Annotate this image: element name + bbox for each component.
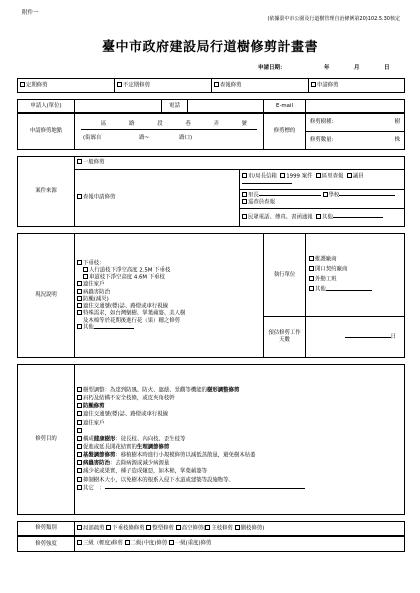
purpose-item <box>77 420 402 427</box>
category-main-label: 主枝修剪 <box>211 525 233 532</box>
apply-date <box>258 65 390 72</box>
category-local-label: 局部疏剪 <box>83 525 105 532</box>
category-row <box>17 521 405 536</box>
purpose-list <box>75 365 405 515</box>
purpose-item <box>77 485 402 492</box>
intensity-light-checkbox[interactable] <box>77 540 82 545</box>
days-label: 預估修剪工作天數 <box>264 317 306 358</box>
purpose-item <box>77 452 402 459</box>
exec-unit-label: 執行單位 <box>264 234 306 317</box>
species-unit: 樹 <box>394 119 400 126</box>
count-field[interactable] <box>306 132 404 149</box>
blocks-signs-checkbox[interactable] <box>77 303 82 308</box>
purpose-checkbox[interactable] <box>77 460 82 465</box>
application-label: 申請修剪 <box>317 82 339 89</box>
category-drooping-checkbox[interactable] <box>106 525 111 530</box>
category-items: 局部疏剪 下垂枝條修剪 整型修剪 高空修剪( 主枝修剪 側枝修剪) <box>75 522 405 536</box>
intensity-medium-label: 二級(中度)修剪 <box>130 540 168 547</box>
email-label: E-mail <box>264 100 306 113</box>
purpose-item-bold: 防颱修剪 <box>83 403 105 410</box>
purpose-section <box>17 364 405 515</box>
phone-field[interactable] <box>188 100 264 113</box>
purpose-checkbox[interactable] <box>77 468 82 473</box>
other-source-checkbox[interactable] <box>316 214 321 219</box>
apply-date-label: 申請日期： <box>258 65 286 71</box>
road-clearance-checkbox[interactable] <box>83 274 88 279</box>
category-label: 修剪類別 <box>18 522 75 536</box>
target-cell <box>306 114 405 150</box>
sidewalk-clearance-checkbox[interactable] <box>83 267 88 272</box>
district-report-checkbox[interactable] <box>316 173 321 178</box>
purpose-item <box>77 460 402 467</box>
loc-block-suffix: 路口) <box>179 135 193 141</box>
purpose-item-text: 肩朽及結構不安全枝條，或皮夾角枝幹 <box>83 395 175 402</box>
loc-block-prefix: (街廓自 <box>83 135 102 141</box>
purpose-item <box>77 428 402 435</box>
patrol-label: 巡查員查報 <box>248 199 275 206</box>
other-status-label: 其他 <box>83 324 94 331</box>
intensity-label: 修剪強度 <box>18 537 75 552</box>
other-exec-field[interactable] <box>326 290 372 291</box>
public-report-checkbox[interactable] <box>242 214 247 219</box>
district-report-label: 區里查報 <box>321 173 344 179</box>
purpose-checkbox[interactable] <box>77 411 82 416</box>
purpose-item-text: 其它 ： <box>83 485 105 492</box>
pruning-form <box>17 78 404 552</box>
exec-unit-items <box>306 234 405 317</box>
purpose-item-pre: 構成 <box>83 436 94 443</box>
other-source-field[interactable] <box>333 217 383 218</box>
purpose-label: 修剪目的 <box>18 365 75 515</box>
other-source-label: 其他 <box>322 214 333 221</box>
intensity-light-label: 三級（輕度)修剪 <box>83 540 123 547</box>
open-contract-checkbox[interactable] <box>309 266 314 271</box>
days-field[interactable] <box>306 317 405 358</box>
status-items <box>75 234 264 358</box>
annex-label: 附件一 <box>22 10 39 16</box>
applicant-field[interactable] <box>75 100 162 113</box>
case-source-label: 案件來源 <box>18 157 75 227</box>
status-label: 現況說明 <box>18 234 75 358</box>
drooping-label: 下垂枝： <box>83 260 105 266</box>
purpose-checkbox[interactable] <box>77 420 82 425</box>
purpose-item-bold: 健康樹形 <box>93 436 116 443</box>
category-shaping-checkbox[interactable] <box>146 525 151 530</box>
purpose-checkbox[interactable] <box>77 428 82 433</box>
councilor-field[interactable] <box>242 183 292 184</box>
intensity-items <box>75 537 405 552</box>
purpose-checkbox[interactable] <box>77 452 82 457</box>
category-side-checkbox[interactable] <box>235 525 240 530</box>
purpose-item-text: 遮住交通號(標)誌、路燈或車行視線 <box>83 411 169 418</box>
other-status-checkbox[interactable] <box>77 324 82 329</box>
general-checkbox[interactable] <box>77 159 82 164</box>
purpose-item-text: 抑制樹木大小，以免樹木的根系入侵下水道或建築等設施物等。 <box>83 477 234 484</box>
purpose-item-tail-bold: 樹形調整修剪 <box>207 387 240 394</box>
purpose-item-bold: 病蟲害防治 <box>83 460 110 467</box>
intensity-medium-checkbox[interactable] <box>125 540 130 545</box>
mayor-mailbox-label: 市/局長信箱 <box>248 173 277 179</box>
apply-date-day: 日 <box>384 65 390 71</box>
purpose-item <box>77 403 402 410</box>
special-need-cont: 及木棉等於花期後進行花（果）穗之修剪 <box>83 317 181 324</box>
purpose-item <box>77 436 402 443</box>
purpose-checkbox[interactable] <box>77 395 82 400</box>
inspection-label: 查報修剪 <box>220 82 242 89</box>
intensity-row <box>17 536 405 552</box>
loc-block-mid: 路~ <box>139 135 150 141</box>
case-source-section <box>17 156 405 227</box>
school-checkbox[interactable] <box>323 192 328 197</box>
pest-control-label: 病蟲害防治 <box>83 289 110 295</box>
category-high-label: 高空修剪 <box>181 525 204 532</box>
loc-section: 段 <box>157 121 163 128</box>
location-row <box>17 113 405 150</box>
school-label: 學校 <box>328 192 340 199</box>
pruning-type-row <box>17 78 405 93</box>
source-row-3 <box>240 209 405 227</box>
days-unit: 日 <box>390 333 396 340</box>
species-label: 修剪樹種: <box>310 119 334 126</box>
purpose-checkbox[interactable] <box>77 403 82 408</box>
loc-lane: 巷 <box>185 121 191 128</box>
purpose-item-bold: 基盤調節修剪 <box>83 452 116 459</box>
category-main-checkbox[interactable] <box>205 525 210 530</box>
applicant-label: 申請人(單位) <box>18 100 75 113</box>
basis-note: (依據臺中市公園及行道樹管理自治條例第20)102.5.30核定 <box>267 16 400 22</box>
hotline-label: 1999 案件 <box>286 173 313 179</box>
drooping-checkbox[interactable] <box>77 260 82 265</box>
purpose-item <box>77 387 402 394</box>
councilor-checkbox[interactable] <box>347 173 352 178</box>
special-need-label: 特殊需求，如台灣欒樹、掌葉蘋婆、美人樹 <box>83 310 186 317</box>
apply-date-month: 月 <box>354 65 360 71</box>
purpose-other-field[interactable] <box>105 488 305 489</box>
village-chief-checkbox[interactable] <box>242 192 247 197</box>
loc-road: 路 <box>129 121 135 128</box>
loc-district: 區 <box>101 121 107 128</box>
applicant-row <box>17 99 405 113</box>
count-unit: 株 <box>394 137 400 144</box>
application-checkbox[interactable] <box>311 82 316 87</box>
source-row-2 <box>240 190 405 209</box>
general-label: 一般修剪 <box>83 159 105 166</box>
purpose-item-text: 樹型調整：為達到防風、防火、遮蔭、景觀等機能的 <box>83 387 207 394</box>
status-section <box>17 233 405 358</box>
public-report-label: 民眾電話、傳真、書函通報 <box>248 214 313 221</box>
field-crew-checkbox[interactable] <box>309 276 314 281</box>
regular-checkbox[interactable] <box>20 82 25 87</box>
email-field[interactable] <box>306 100 405 113</box>
village-chief-label: 里長 <box>248 192 259 199</box>
purpose-checkbox[interactable] <box>77 485 82 490</box>
maintenance-vendor-checkbox[interactable] <box>309 256 314 261</box>
councilor-label: 議員 <box>352 173 364 179</box>
sidewalk-clearance-label: 人行道枝下淨空高度 2.5M 下垂枝 <box>89 267 171 274</box>
purpose-item <box>77 444 402 451</box>
purpose-checkbox[interactable] <box>77 444 82 449</box>
purpose-item-text: ：移植樹木時進行小規模修剪以減低蒸散量，避免樹木枯萎 <box>115 452 256 459</box>
school-field[interactable] <box>339 195 395 196</box>
irregular-label: 不定期修剪 <box>123 82 150 89</box>
count-label: 修剪數量: <box>310 137 334 144</box>
inspection-source-label: 查報申請修剪 <box>83 194 116 201</box>
category-drooping-label: 下垂枝條修剪 <box>112 525 145 532</box>
purpose-checkbox[interactable] <box>77 387 82 392</box>
intensity-heavy-checkbox[interactable] <box>169 540 174 545</box>
category-shaping-label: 整型修剪 <box>152 525 174 532</box>
purpose-item-text: ：徒長枝、內向枝、歪生枝等 <box>115 436 186 443</box>
blocks-signs-label: 遮住交通號(標)誌、路燈或車行視線 <box>83 303 169 310</box>
location-label: 申請修剪地點 <box>18 114 75 150</box>
purpose-item <box>77 395 402 402</box>
phone-label: 電話 <box>162 100 188 113</box>
purpose-item-text: 促進或延長開花結實的 <box>83 444 137 451</box>
category-side-label: 側枝修剪 <box>240 525 263 532</box>
purpose-item-text: 減少花或果實，種子造成嫌惡，如木棉，掌葉蘋婆等 <box>83 468 207 475</box>
mayor-mailbox-checkbox[interactable] <box>242 173 247 178</box>
form-title: 臺中市政府建設局行道樹修剪計畫書 <box>101 40 318 55</box>
pest-control-checkbox[interactable] <box>77 289 82 294</box>
regular-label: 定期修剪 <box>26 82 48 89</box>
inspection-checkbox[interactable] <box>214 82 219 87</box>
purpose-checkbox[interactable] <box>77 436 82 441</box>
open-contract-label: 開口契約廠商 <box>315 266 348 273</box>
special-need-checkbox[interactable] <box>77 310 82 315</box>
purpose-item <box>77 477 402 484</box>
typhoon-checkbox[interactable] <box>77 296 82 301</box>
maintenance-vendor-label: 維護廠商 <box>315 256 337 262</box>
inspection-source-checkbox[interactable] <box>77 194 82 199</box>
village-chief-field[interactable] <box>259 195 321 196</box>
blocks-house-label: 遮住家戶 <box>83 281 105 288</box>
hotline-checkbox[interactable] <box>280 173 285 178</box>
other-exec-checkbox[interactable] <box>309 286 314 291</box>
source-row-1 <box>240 170 405 190</box>
category-high-checkbox[interactable] <box>176 525 181 530</box>
loc-number: 號 <box>241 121 247 128</box>
intensity-heavy-label: 一級(重度)修剪 <box>174 540 212 547</box>
blocks-house-checkbox[interactable] <box>77 281 82 286</box>
patrol-checkbox[interactable] <box>242 199 247 204</box>
purpose-item <box>77 468 402 475</box>
purpose-item <box>77 411 402 418</box>
other-status-field[interactable] <box>94 328 134 329</box>
field-crew-label: 外勤工班 <box>315 276 337 283</box>
apply-date-year: 年 <box>324 65 330 71</box>
purpose-item-text: ：去除病源或減少病源量 <box>109 460 170 467</box>
other-exec-label: 其他 <box>315 286 326 293</box>
location-field[interactable] <box>75 114 264 150</box>
category-local-checkbox[interactable] <box>77 525 82 530</box>
typhoon-label: 防颱(減災) <box>83 296 109 303</box>
purpose-checkbox[interactable] <box>77 477 82 482</box>
species-field[interactable] <box>306 114 404 132</box>
purpose-item-text: 遮住家戶 <box>83 420 105 427</box>
irregular-checkbox[interactable] <box>117 82 122 87</box>
road-clearance-label: 車道枝下淨空高度 4.6M 下垂枝 <box>89 274 165 281</box>
purpose-item-tail-bold: 生理調節修剪 <box>136 444 170 451</box>
target-label: 修剪標的 <box>264 114 306 150</box>
loc-alley: 弄 <box>213 121 219 128</box>
